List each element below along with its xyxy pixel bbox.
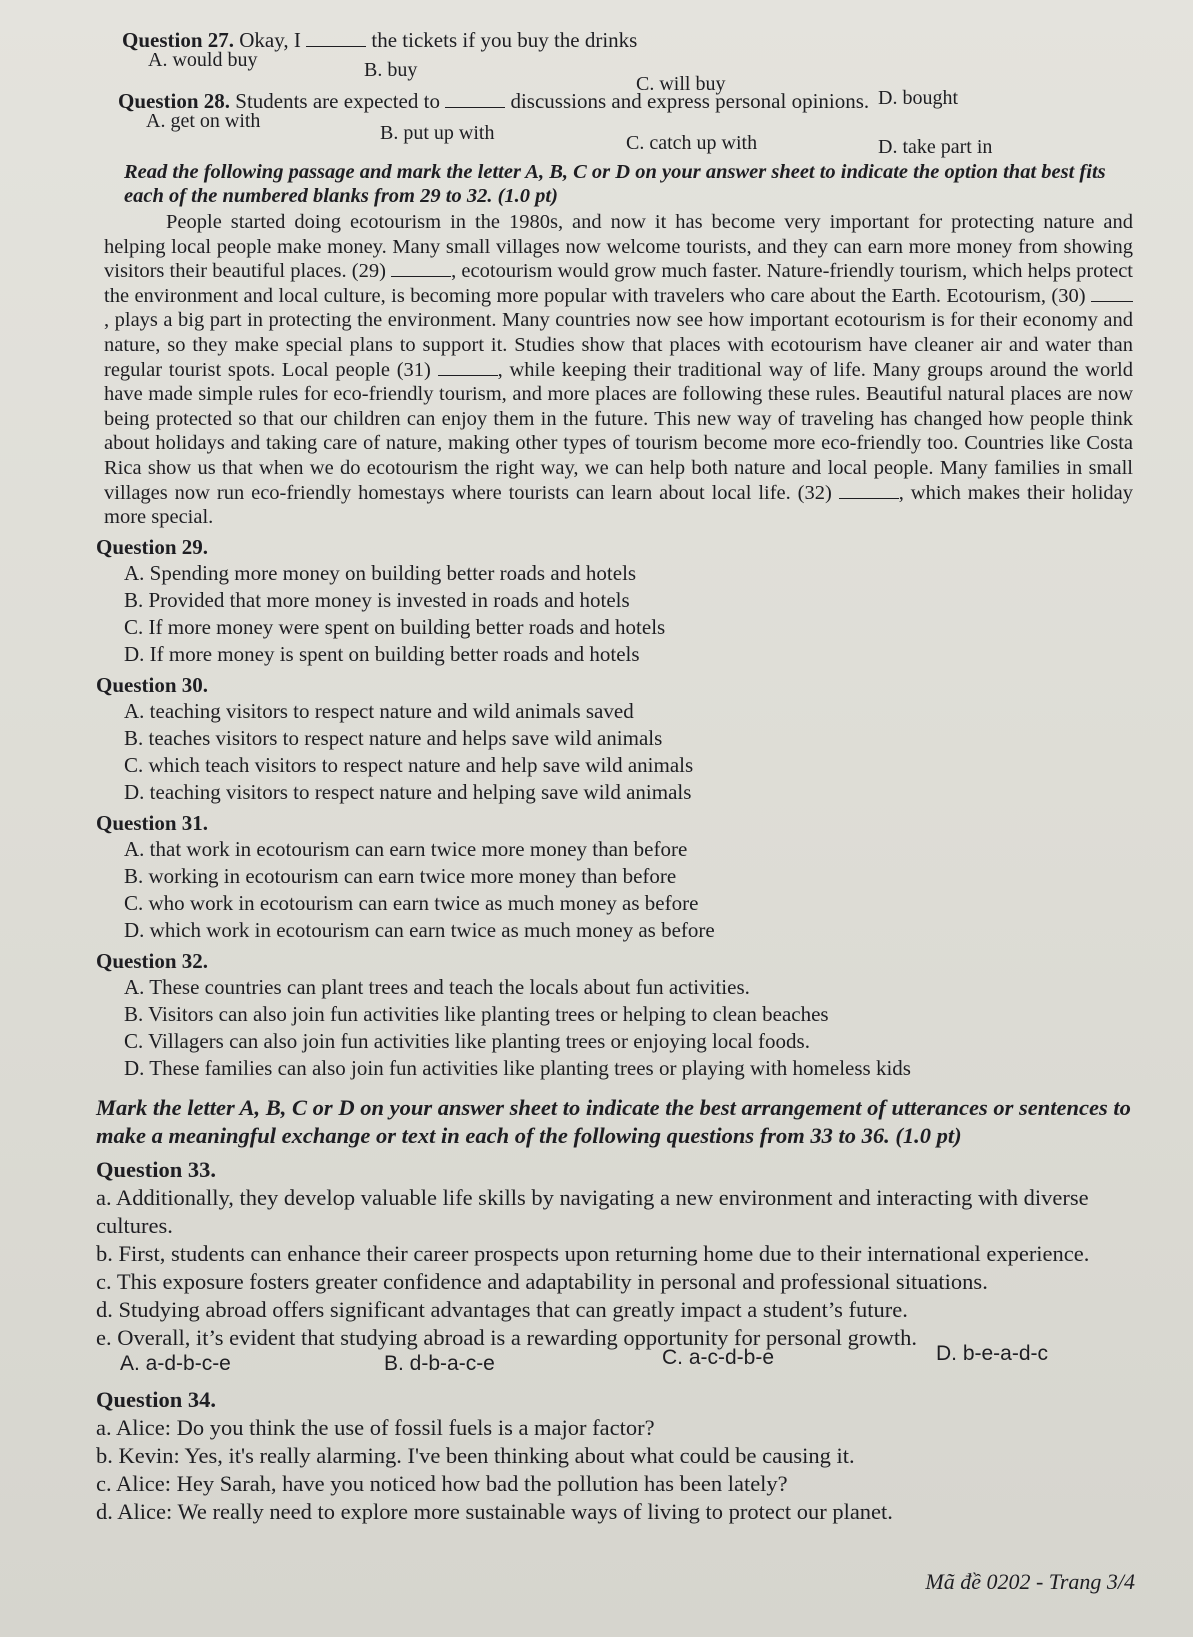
question-32-option-c[interactable]: C. Villagers can also join fun activities like planting trees or enjoying local foods. xyxy=(124,1028,810,1053)
question-28-options xyxy=(96,110,1133,158)
question-33-option-b[interactable]: B. d-b-a-c-e xyxy=(384,1351,495,1375)
question-28-stem-b: discussions and express personal opinions. xyxy=(510,89,870,113)
question-31-option-b[interactable]: B. working in ecotourism can earn twice more money than before xyxy=(124,863,677,888)
passage-part-2: , ecotourism would grow much faster. Nature-friendly tourism, which helps protect the environment and local culture, is becoming more popular with travelers who care about the Earth. Ecotourism, (30) xyxy=(104,260,1134,307)
question-28-option-a[interactable]: A. get on with xyxy=(146,110,261,132)
question-27-option-d[interactable]: D. bought xyxy=(878,87,958,109)
blank-31 xyxy=(438,359,498,376)
question-30-option-c[interactable]: C. which teach visitors to respect nature and help save wild animals xyxy=(124,752,694,777)
question-31-label: Question 31. xyxy=(96,810,209,835)
passage-part-3: , plays a big part in protecting the environment. Many countries now see how important ecotourism is for their economy and nature, so they make special plans to support it. Studies show that places with ecotourism have cleaner air and water than regular tourist spots. Local people (31) xyxy=(104,309,1133,381)
page-footer: Mã đề 0202 - Trang 3/4 xyxy=(925,1569,1135,1594)
question-33-option-a[interactable]: A. a-d-b-c-e xyxy=(120,1351,231,1375)
question-33-option-c[interactable]: C. a-c-d-b-e xyxy=(662,1345,775,1369)
question-27-blank xyxy=(306,30,366,47)
question-28-option-d[interactable]: D. take part in xyxy=(878,136,993,158)
question-29-option-d[interactable]: D. If more money is spent on building better roads and hotels xyxy=(124,641,640,666)
question-29-option-c[interactable]: C. If more money were spent on building better roads and hotels xyxy=(124,614,666,639)
reading-instruction: Read the following passage and mark the letter A, B, C or D on your answer sheet to indicate the option that best fits each of the numbered blanks from 29 to 32. (1.0 pt) xyxy=(124,161,1106,207)
question-32-option-d[interactable]: D. These families can also join fun activities like planting trees or playing with homeless kids xyxy=(124,1055,911,1080)
question-34-label: Question 34. xyxy=(96,1386,217,1412)
question-31-option-a[interactable]: A. that work in ecotourism can earn twice more money than before xyxy=(124,836,688,861)
question-33-option-d[interactable]: D. b-e-a-d-c xyxy=(936,1341,1049,1365)
blank-29 xyxy=(391,260,451,277)
reading-passage xyxy=(104,210,1133,530)
question-28-option-c[interactable]: C. catch up with xyxy=(626,132,758,154)
question-27-label: Question 27. xyxy=(122,28,235,52)
question-33-sentence-a: a. Additionally, they develop valuable life skills by navigating a new environment and interacting with diverse cultures. xyxy=(96,1184,1089,1238)
question-33-options xyxy=(96,1341,1133,1382)
passage-part-5: , which makes their holiday more special. xyxy=(104,481,1134,529)
question-30-option-a[interactable]: A. teaching visitors to respect nature and wild animals saved xyxy=(124,698,634,723)
blank-30 xyxy=(1091,285,1133,302)
question-27-stem-b: the tickets if you buy the drinks xyxy=(371,28,638,52)
question-27-stem xyxy=(122,28,1133,53)
question-34-line-b: b. Kevin: Yes, it's really alarming. I've been thinking about what could be causing it. xyxy=(96,1442,855,1468)
question-29-option-b[interactable]: B. Provided that more money is invested in roads and hotels xyxy=(124,587,630,612)
question-28-blank xyxy=(445,91,505,108)
question-29-label: Question 29. xyxy=(96,534,209,559)
question-27-stem-a: Okay, I xyxy=(239,28,301,52)
question-27-option-c[interactable]: C. will buy xyxy=(636,73,726,95)
question-33-label: Question 33. xyxy=(96,1156,217,1182)
arrangement-instruction: Mark the letter A, B, C or D on your answer sheet to indicate the best arrangement of utterances or sentences to make a meaningful exchange or text in each of the following questions from 33 to 36. (1.0 pt) xyxy=(96,1094,1131,1148)
question-27-option-b[interactable]: B. buy xyxy=(364,59,418,81)
question-32-label: Question 32. xyxy=(96,948,209,973)
question-34-line-c: c. Alice: Hey Sarah, have you noticed how bad the pollution has been lately? xyxy=(96,1470,788,1496)
question-29-option-a[interactable]: A. Spending more money on building better roads and hotels xyxy=(124,560,637,585)
question-30-option-b[interactable]: B. teaches visitors to respect nature and helps save wild animals xyxy=(124,725,663,750)
question-28-stem-a: Students are expected to xyxy=(235,89,440,113)
question-33-sentence-d: d. Studying abroad offers significant advantages that can greatly impact a student’s future. xyxy=(96,1296,908,1322)
question-34-line-a: a. Alice: Do you think the use of fossil fuels is a major factor? xyxy=(96,1414,655,1440)
passage-part-4: , while keeping their traditional way of life. Many groups around the world have made simple rules for eco-friendly tourism, and more places are following these rules. Beautiful natural places are now being protected so that our children can enjoy them in the future. This new way of traveling has changed how people think about holidays and taking care of nature, making other types of tourism become more eco-friendly too. Countries like Costa Rica show us that when we do ecotourism the right way, we can help both nature and local people. Many families in small villages now run eco-friendly homestays where tourists can learn about local life. (32) xyxy=(104,358,1134,504)
question-28-option-b[interactable]: B. put up with xyxy=(380,122,495,144)
question-33-sentence-e: e. Overall, it’s evident that studying abroad is a rewarding opportunity for personal growth. xyxy=(96,1324,918,1350)
question-32-option-a[interactable]: A. These countries can plant trees and teach the locals about fun activities. xyxy=(124,974,750,999)
question-27-option-a[interactable]: A. would buy xyxy=(148,49,258,71)
question-33-sentence-b: b. First, students can enhance their career prospects upon returning home due to their international experience. xyxy=(96,1240,1090,1266)
question-30-label: Question 30. xyxy=(96,672,209,697)
blank-32 xyxy=(839,482,899,499)
question-34-line-d: d. Alice: We really need to explore more sustainable ways of living to protect our planet. xyxy=(96,1498,893,1524)
question-31-option-d[interactable]: D. which work in ecotourism can earn twice as much money as before xyxy=(124,917,715,942)
passage-part-1: People started doing ecotourism in the 1980s, and now it has become very important for protecting nature and helping local people make money. Many small villages now welcome tourists, and they can earn more money from showing visitors their beautiful places. (29) xyxy=(104,211,1133,283)
question-28-label: Question 28. xyxy=(118,89,231,113)
question-30-option-d[interactable]: D. teaching visitors to respect nature and helping save wild animals xyxy=(124,779,692,804)
question-33-sentence-c: c. This exposure fosters greater confidence and adaptability in personal and professional situations. xyxy=(96,1268,988,1294)
question-32-option-b[interactable]: B. Visitors can also join fun activities like planting trees or helping to clean beaches xyxy=(124,1001,829,1026)
question-28-stem xyxy=(118,89,1133,114)
question-31-option-c[interactable]: C. who work in ecotourism can earn twice as much money as before xyxy=(124,890,699,915)
